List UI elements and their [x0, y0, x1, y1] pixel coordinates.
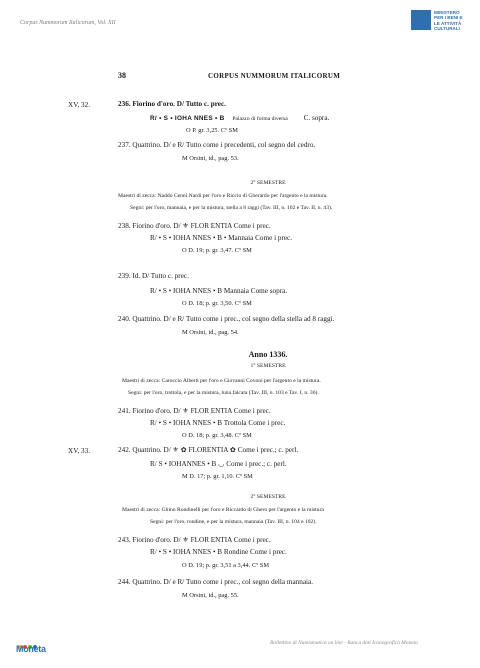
entry-236-weight: O P. gr. 3,25. Cº SM — [186, 127, 238, 134]
mint-masters-note: Maestri di zecca: Naddo Cenni Nardi per l'oro e Riccio di Gherardo per l'argento e la mistura. — [118, 193, 328, 199]
margin-ref-plate-xv-32: XV, 32. — [68, 101, 91, 109]
entry-242-weight: M D. 17; p. gr. 1,10. Cº SM — [182, 473, 253, 480]
entry-243-obverse: 243. Fiorino d'oro. D/ ⚜ FLOR ENTIA Come i prec. — [118, 536, 271, 544]
mint-signs-note-1336: Segni: per l'oro, trottola, e per la mistura, luna falcata (Tav. III, n. 103 e Tav. I, n. 36). — [128, 390, 319, 396]
entry-241-reverse: R/ • S • IOHA NNES • B Trottola Come i prec. — [150, 419, 286, 427]
entry-238-reverse: R/ • S • IOHA NNES • B • Mannaia Come i prec. — [150, 234, 293, 242]
semester-heading-2: 2° SEMESTRE — [250, 180, 286, 186]
entry-239-obverse: 239. Id. D/ Tutto c. prec. — [118, 272, 189, 280]
mint-masters-note-1336: Maestri di zecca: Caroccio Alberti per l'oro e Giovanni Covoni per l'argento e la mistura. — [122, 378, 321, 384]
semester-heading-2-1336: 2° SEMESTRE — [250, 494, 286, 500]
ministry-emblem-icon — [411, 10, 431, 30]
ministry-name: MINISTERO PER I BENI E LE ATTIVITÀ CULTURALI — [434, 10, 463, 32]
moneta-logo: Moneta — [16, 636, 42, 656]
entry-237-description: 237. Quattrino. D/ e R/ Tutto come i precedenti, col segno del cedro. — [118, 141, 316, 149]
journal-title: Corpus Nummorum Italicorum, Vol. XII — [20, 20, 116, 26]
moneta-dots-icon — [18, 636, 40, 643]
mint-masters-note-1336b: Maestri di zecca: Ghino Rondinelli per l'oro e Riccardo di Ghero per l'argento e la mistura — [122, 507, 324, 513]
entry-241-weight: O D. 18; p. gr. 3,48. Cº SM — [182, 432, 252, 439]
margin-ref-plate-xv-33: XV, 33. — [68, 447, 91, 455]
entry-241-obverse: 241. Fiorino d'oro. D/ ⚜ FLOR ENTIA Come i prec. — [118, 407, 271, 415]
year-heading-1336: Anno 1336. — [248, 350, 288, 359]
mint-signs-note-1336b: Segni: per l'oro, rondine, e per la mistura, mannaia (Tav. III, n. 104 e 102). — [150, 519, 317, 525]
entry-239-reverse: R/ • S • IOHA NNES • B Mannaia Come sopra. — [150, 287, 288, 295]
footer-credit: Bollettino di Numismatica on line - Banca dati Iconografica Moneta — [270, 640, 418, 646]
entry-238-obverse: 238. Fiorino d'oro. D/ ⚜ FLOR ENTIA Come i prec. — [118, 222, 271, 230]
page-number: 38 — [118, 71, 126, 80]
entry-242-obverse: 242. Quattrino. D/ ⚜ ✿ FLORENTIA ✿ Come i prec.; c. perl. — [118, 446, 299, 454]
entry-244-reference: M Orsini, id., pag. 55. — [182, 592, 239, 599]
entry-236-reverse-legend: R/ • S • IOHA NNES • B Palazzo di forma diversa C. sopra. — [150, 114, 330, 122]
entry-238-weight: O D. 19; p. gr. 3,47. Cº SM — [182, 247, 252, 254]
entry-240-reference: M Orsini, id., pag. 54. — [182, 329, 239, 336]
mint-signs-note: Segni: per l'oro, mannaia, e per la mistura, stella a 8 raggi (Tav. III, n. 102 e Tav. II, n. 43). — [130, 205, 333, 211]
entry-239-weight: O D. 18; p. gr. 3,50. Cº SM — [182, 300, 252, 307]
entry-236-obverse: 236. Fiorino d'oro. D/ Tutto c. prec. — [118, 100, 226, 108]
entry-242-reverse: R/ S • IOHANNES • B ◡ Come i prec.; c. perl. — [150, 460, 287, 468]
entry-243-reverse: R/ • S • IOHA NNES • B Rondine Come i prec. — [150, 548, 287, 556]
semester-heading-1: 1° SEMESTRE — [250, 363, 286, 369]
entry-237-reference: M Orsini, id., pag. 53. — [182, 155, 239, 162]
entry-243-weight: O D. 19; p. gr. 3,51 a 3,44. Cº SM — [182, 562, 270, 569]
entry-240-description: 240. Quattrino. D/ e R/ Tutto come i prec., col segno della stella ad 8 raggi. — [118, 315, 335, 323]
ministry-logo — [411, 10, 473, 44]
entry-244-description: 244. Quattrino. D/ e R/ Tutto come i prec., col segno della mannaia. — [118, 578, 314, 586]
page-title: CORPUS NUMMORUM ITALICORUM — [208, 72, 341, 80]
